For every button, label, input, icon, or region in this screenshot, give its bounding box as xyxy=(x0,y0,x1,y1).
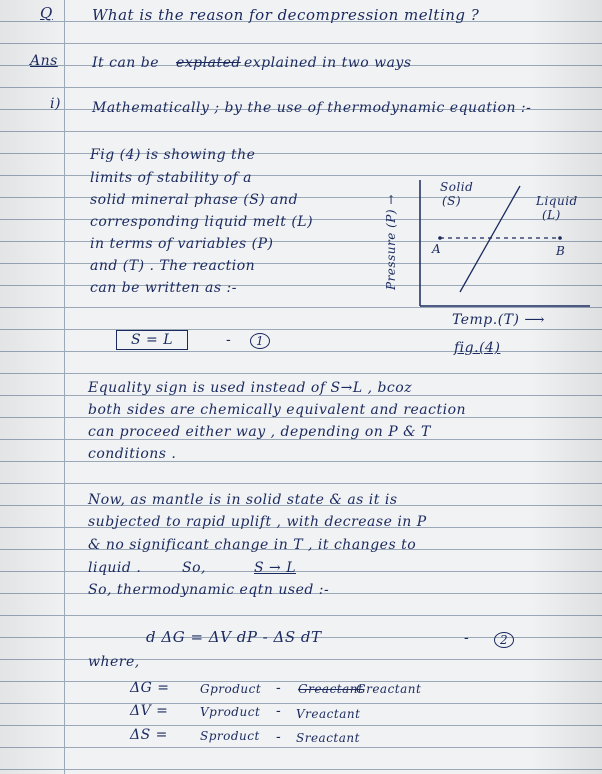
graph-solid-label: Solid xyxy=(440,180,474,194)
def-reactant: Greactant xyxy=(356,682,422,696)
paragraph-line: & no significant change in T , it changes to xyxy=(88,537,417,553)
answer-intro-a: It can be xyxy=(92,55,160,71)
graph-y-label: Pressure (P) → xyxy=(384,194,398,290)
equation-2: d ΔG = ΔV dP - ΔS dT xyxy=(146,628,322,646)
paragraph-line: conditions . xyxy=(88,446,177,462)
equation-1-number: 1 xyxy=(250,333,270,349)
fig-desc-line: and (T) . The reaction xyxy=(90,258,256,274)
paragraph-line: both sides are chemically equivalent and reaction xyxy=(88,402,467,418)
paragraph-line: Equality sign is used instead of S→L , bcoz xyxy=(88,380,413,396)
def-product: Sproduct xyxy=(200,729,260,743)
def-lhs: ΔV = xyxy=(130,703,169,719)
graph-x-label: Temp.(T) ⟶ xyxy=(452,312,546,328)
paragraph-line: subjected to rapid uplift , with decrease in P xyxy=(88,514,427,530)
point1-number: i) xyxy=(50,96,61,112)
paragraph-line: Now, as mantle is in solid state & as it is xyxy=(88,492,398,508)
paragraph-line: can proceed either way , depending on P & T xyxy=(88,424,431,440)
def-reactant: Vreactant xyxy=(296,707,361,721)
def-lhs: ΔG = xyxy=(130,680,170,696)
def-lhs: ΔS = xyxy=(130,727,168,743)
answer-intro-b: explained in two ways xyxy=(244,55,412,71)
so-word: So, xyxy=(182,560,206,576)
question-text: What is the reason for decompression melting ? xyxy=(92,6,480,24)
graph-liquid-label: Liquid xyxy=(536,194,578,208)
question-marker: Q xyxy=(40,4,53,22)
fig-desc-line: can be written as :- xyxy=(90,280,237,296)
fig-desc-line: Fig (4) is showing the xyxy=(90,147,256,163)
equation-2-dash: - xyxy=(464,630,470,646)
def-minus: - xyxy=(276,729,282,745)
graph-solid-symbol: (S) xyxy=(442,194,462,208)
where-label: where, xyxy=(88,654,140,670)
def-product: Vproduct xyxy=(200,705,261,719)
def-minus: - xyxy=(276,680,282,696)
figure-caption: fig.(4) xyxy=(454,340,501,356)
def-product: Gproduct xyxy=(200,682,262,696)
margin-line xyxy=(64,0,65,774)
fig-desc-line: corresponding liquid melt (L) xyxy=(90,214,314,230)
def-struck: Greactant xyxy=(298,682,364,696)
liquid-word: liquid . xyxy=(88,560,142,576)
answer-intro-struck: explated xyxy=(176,55,241,71)
graph-point-b: B xyxy=(556,244,566,258)
def-minus: - xyxy=(276,703,282,719)
answer-marker: Ans xyxy=(30,53,58,69)
equation-1: S = L xyxy=(116,330,188,350)
so-line: So, thermodynamic eqtn used :- xyxy=(88,582,330,598)
fig-desc-line: in terms of variables (P) xyxy=(90,236,274,252)
graph-point-a: A xyxy=(432,242,442,256)
fig-desc-line: limits of stability of a xyxy=(90,170,252,186)
graph-liquid-symbol: (L) xyxy=(542,208,561,222)
fig-desc-line: solid mineral phase (S) and xyxy=(90,192,299,208)
equation-1-dash: - xyxy=(226,332,232,348)
equation-2-number: 2 xyxy=(494,632,514,648)
s-to-l: S → L xyxy=(254,560,297,576)
def-reactant: Sreactant xyxy=(296,731,360,745)
point1-text: Mathematically ; by the use of thermodynamic equation :- xyxy=(92,100,532,116)
